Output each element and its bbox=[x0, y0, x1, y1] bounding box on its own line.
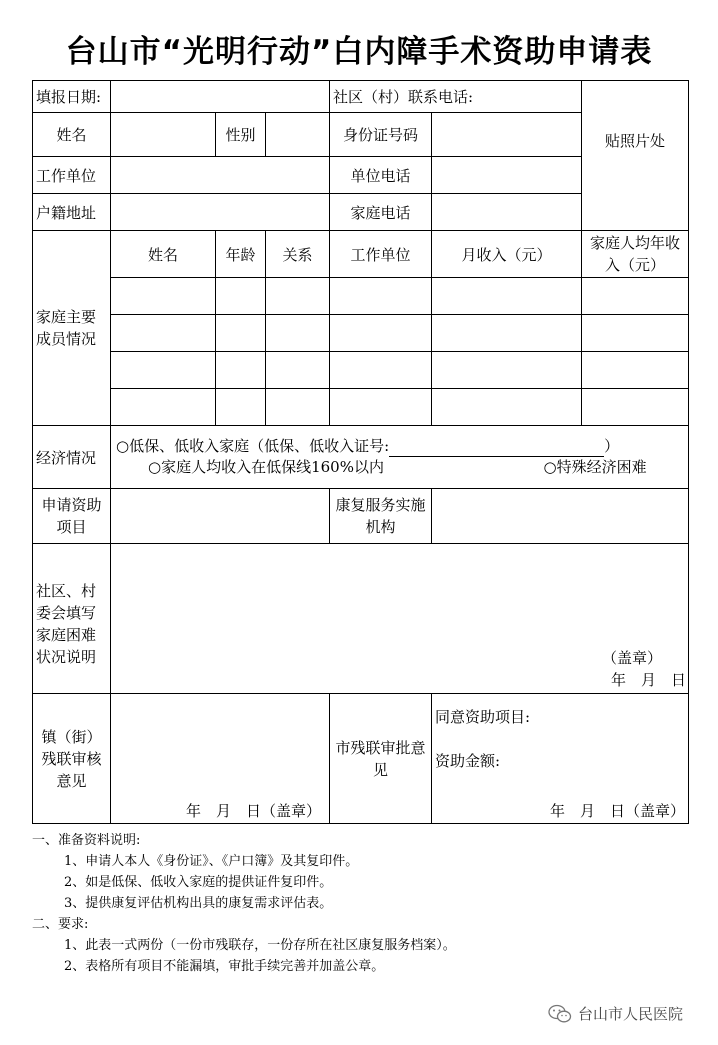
name-field[interactable] bbox=[111, 113, 216, 157]
economic-options bbox=[111, 426, 689, 489]
notes-item: 2、表格所有项目不能漏填，审批手续完善并加盖公章。 bbox=[64, 959, 385, 974]
family-cell[interactable] bbox=[330, 352, 432, 389]
family-cell[interactable] bbox=[582, 389, 689, 426]
family-cell[interactable] bbox=[330, 278, 432, 315]
notes-item: 1、申请人本人《身份证》、《户口簿》及其复印件。 bbox=[64, 854, 359, 869]
economic-option-special-hardship[interactable]: ○特殊经济困难 bbox=[543, 458, 647, 476]
family-cell[interactable] bbox=[111, 278, 216, 315]
photo-label: 贴照片处 bbox=[605, 132, 666, 150]
home-phone-field[interactable] bbox=[432, 194, 582, 231]
id-number-label: 身份证号码 bbox=[330, 113, 432, 157]
town-opinion-field[interactable] bbox=[111, 694, 330, 824]
fill-date-label: 填报日期: bbox=[33, 81, 111, 113]
notes-section1-title: 一、准备资料说明: bbox=[32, 833, 141, 848]
family-header-work-unit: 工作单位 bbox=[330, 231, 432, 278]
wechat-icon bbox=[548, 1004, 572, 1024]
economic-option-160-percent[interactable]: ○家庭人均收入在低保线160%以内 bbox=[148, 458, 384, 476]
page-title: 台山市“光明行动”白内障手术资助申请表 bbox=[65, 34, 653, 70]
family-cell[interactable] bbox=[111, 352, 216, 389]
work-unit-field[interactable] bbox=[111, 157, 330, 194]
fill-date-field[interactable] bbox=[111, 81, 330, 113]
family-cell[interactable] bbox=[432, 389, 582, 426]
unit-phone-label: 单位电话 bbox=[330, 157, 432, 194]
watermark-text: 台山市人民医院 bbox=[578, 1005, 684, 1023]
family-header-monthly-income: 月收入（元） bbox=[432, 231, 582, 278]
family-cell[interactable] bbox=[582, 352, 689, 389]
notes-item: 1、此表一式两份（一份市残联存，一份存所在社区康复服务档案）。 bbox=[64, 938, 456, 953]
notes-section2-title: 二、要求: bbox=[32, 917, 89, 932]
family-header-age: 年龄 bbox=[216, 231, 266, 278]
apply-item-field[interactable] bbox=[111, 489, 330, 544]
household-address-label: 户籍地址 bbox=[33, 194, 111, 231]
economic-option1-close: ） bbox=[604, 437, 620, 455]
family-cell[interactable] bbox=[330, 389, 432, 426]
family-cell[interactable] bbox=[216, 352, 266, 389]
family-cell[interactable] bbox=[216, 315, 266, 352]
city-opinion-field[interactable] bbox=[432, 694, 689, 824]
notes-item: 2、如是低保、低收入家庭的提供证件复印件。 bbox=[64, 875, 333, 890]
rehab-org-field[interactable] bbox=[432, 489, 689, 544]
economic-option-low-income[interactable]: ○低保、低收入家庭（低保、低收入证号: bbox=[116, 437, 390, 455]
amount-label: 资助金额: bbox=[435, 752, 501, 770]
family-cell[interactable] bbox=[432, 315, 582, 352]
community-seal: （盖章） bbox=[602, 649, 663, 667]
id-number-field[interactable] bbox=[432, 113, 582, 157]
home-phone-label: 家庭电话 bbox=[330, 194, 432, 231]
family-cell[interactable] bbox=[582, 278, 689, 315]
family-cell[interactable] bbox=[266, 278, 330, 315]
community-note-label: 社区、村委会填写家庭困难状况说明 bbox=[33, 544, 111, 694]
notes-item: 3、提供康复评估机构出具的康复需求评估表。 bbox=[64, 896, 333, 911]
family-cell[interactable] bbox=[266, 352, 330, 389]
family-cell[interactable] bbox=[432, 352, 582, 389]
community-date: 年 月 日 bbox=[611, 671, 687, 689]
family-cell[interactable] bbox=[216, 389, 266, 426]
apply-item-label: 申请资助项目 bbox=[33, 489, 111, 544]
rehab-org-label: 康复服务实施机构 bbox=[330, 489, 432, 544]
family-cell[interactable] bbox=[111, 315, 216, 352]
name-label: 姓名 bbox=[33, 113, 111, 157]
household-address-field[interactable] bbox=[111, 194, 330, 231]
gender-field[interactable] bbox=[266, 113, 330, 157]
watermark bbox=[548, 1003, 683, 1024]
unit-phone-field[interactable] bbox=[432, 157, 582, 194]
family-cell[interactable] bbox=[111, 389, 216, 426]
community-phone-field[interactable] bbox=[330, 81, 582, 113]
work-unit-label: 工作单位 bbox=[33, 157, 111, 194]
family-cell[interactable] bbox=[266, 389, 330, 426]
family-members-label: 家庭主要成员情况 bbox=[33, 231, 111, 426]
family-cell[interactable] bbox=[582, 315, 689, 352]
town-date-seal: 年 月 日（盖章） bbox=[186, 802, 322, 820]
family-cell[interactable] bbox=[432, 278, 582, 315]
gender-label: 性别 bbox=[216, 113, 266, 157]
community-note-field[interactable] bbox=[111, 544, 689, 694]
photo-area[interactable] bbox=[582, 81, 689, 231]
family-cell[interactable] bbox=[266, 315, 330, 352]
agree-item-label: 同意资助项目: bbox=[435, 708, 531, 726]
family-header-relation: 关系 bbox=[266, 231, 330, 278]
family-header-name: 姓名 bbox=[111, 231, 216, 278]
application-form-table bbox=[32, 80, 689, 824]
community-phone-label: 社区（村）联系电话: bbox=[333, 88, 474, 106]
certificate-number-blank[interactable] bbox=[389, 442, 604, 457]
city-opinion-label: 市残联审批意见 bbox=[330, 694, 432, 824]
economic-label: 经济情况 bbox=[33, 426, 111, 489]
family-cell[interactable] bbox=[330, 315, 432, 352]
family-cell[interactable] bbox=[216, 278, 266, 315]
city-date-seal: 年 月 日（盖章） bbox=[550, 802, 686, 820]
family-header-annual-income: 家庭人均年收入（元） bbox=[582, 231, 689, 278]
town-opinion-label: 镇（街）残联审核意见 bbox=[33, 694, 111, 824]
notes-section bbox=[32, 830, 456, 977]
